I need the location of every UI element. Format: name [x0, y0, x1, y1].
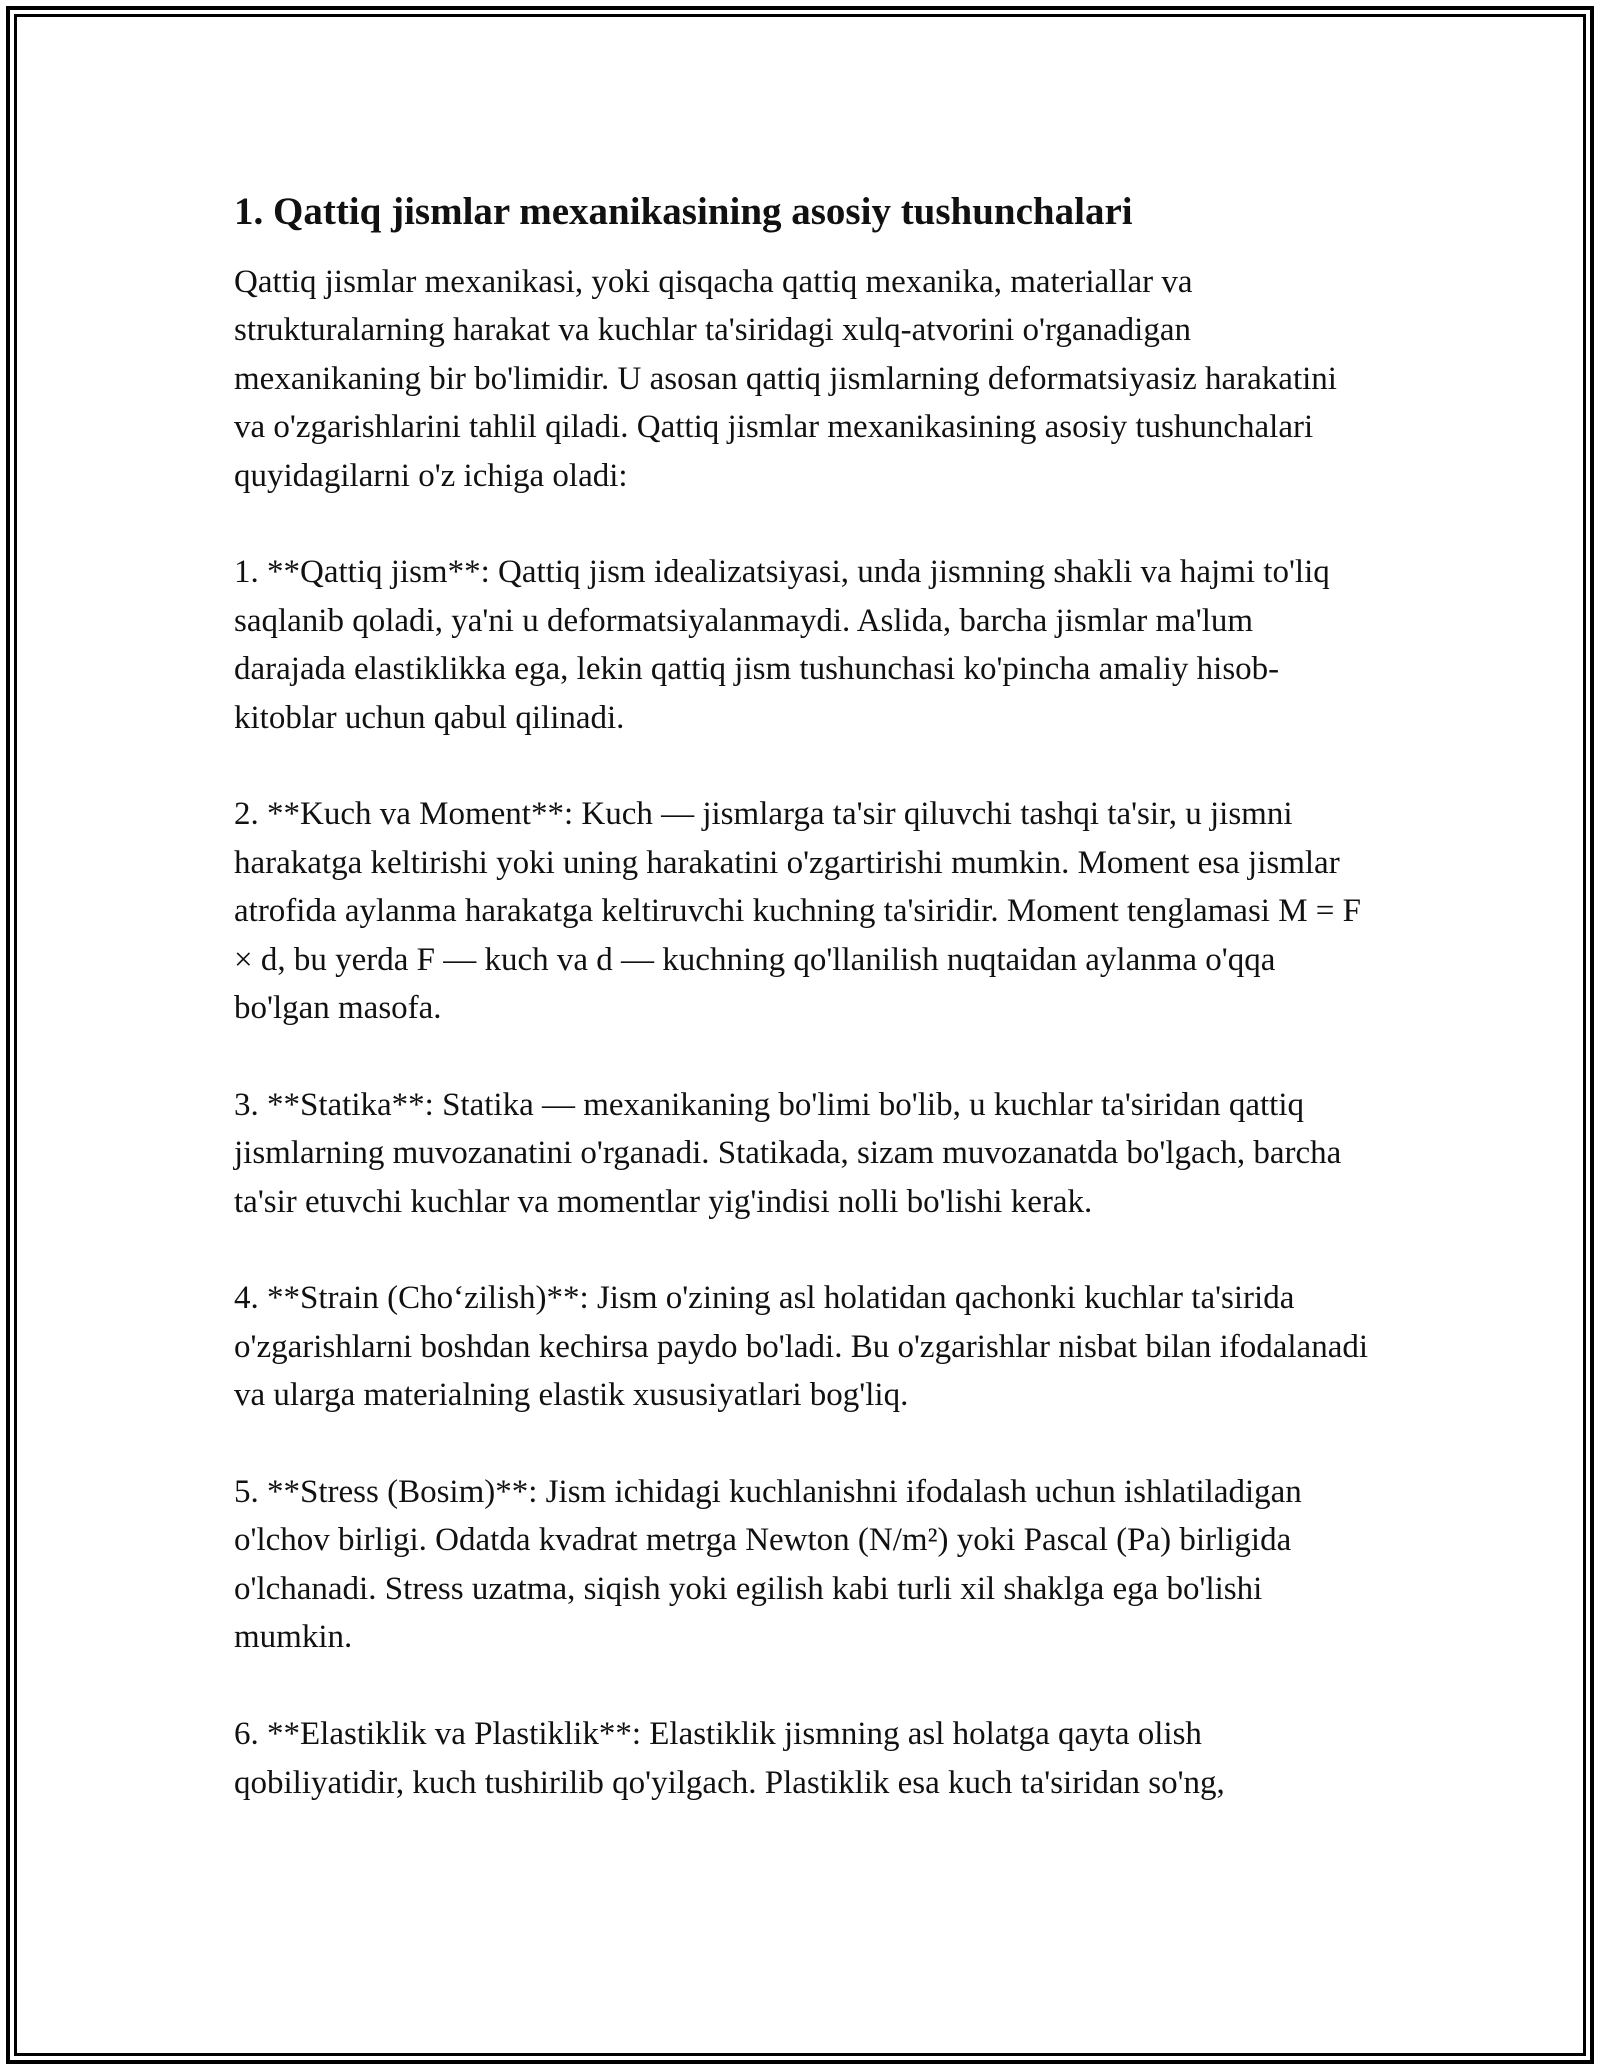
item-strain: 4. **Strain (Cho‘zilish)**: Jism o'zining asl holatidan qachonki kuchlar ta'sirida o'zgarishlarni boshdan kechirsa paydo bo'ladi. Bu o'zgarishlar nisbat bilan ifodalanadi va ularga materialning elastik xususiyatlari bog'liq.	[234, 1280, 1369, 1414]
item-stress: 5. **Stress (Bosim)**: Jism ichidagi kuchlanishni ifodalash uchun ishlatiladigan o'lchov birligi. Odatda kvadrat metrga Newton (N/m²) yoki Pascal (Pa) birligida o'lchanadi. Stress uzatma, siqish yoki egilish kabi turli xil shaklga ega bo'lishi mumkin.	[234, 1474, 1302, 1656]
item-statics: 3. **Statika**: Statika — mexanikaning bo'limi bo'lib, u kuchlar ta'siridan qattiq jismlarning muvozanatini o'rganadi. Statikada, sizam muvozanatda bo'lgach, barcha ta'sir etuvchi kuchlar va momentlar yig'indisi nolli bo'lishi kerak.	[234, 1086, 1342, 1220]
section-heading: 1. Qattiq jismlar mexanikasining asosiy tushunchalari	[234, 190, 1133, 233]
document-body	[234, 186, 1370, 1855]
intro-paragraph: Qattiq jismlar mexanikasi, yoki qisqacha qattiq mexanika, materiallar va strukturalarning harakat va kuchlar ta'siridagi xulq-atvorini o'rganadigan mexanikaning bir bo'limidir. U asosan qattiq jismlarning deformatsiyasiz harakatini va o'zgarishlarini tahlil qiladi. Qattiq jismlar mexanikasining asosiy tushunchalari quyidagilarni o'z ichiga oladi:	[234, 264, 1337, 494]
item-force-and-moment: 2. **Kuch va Moment**: Kuch — jismlarga ta'sir qiluvchi tashqi ta'sir, u jismni harakatga keltirishi yoki uning harakatini o'zgartirishi mumkin. Moment esa jismlar atrofida aylanma harakatga keltiruvchi kuchning ta'siridir. Moment tenglamasi M = F × d, bu yerda F — kuch va d — kuchning qo'llanilish nuqtaidan aylanma o'qqa bo'lgan masofa.	[234, 796, 1362, 1027]
item-elasticity-plasticity: 6. **Elastiklik va Plastiklik**: Elastiklik jismning asl holatga qayta olish qobiliyatidir, kuch tushirilib qo'yilgach. Plastiklik esa kuch ta'siridan so'ng,	[234, 1716, 1225, 1801]
item-rigid-body: 1. **Qattiq jism**: Qattiq jism idealizatsiyasi, unda jismning shakli va hajmi to'liq saqlanib qoladi, ya'ni u deformatsiyalanmaydi. Aslida, barcha jismlar ma'lum darajada elastiklikka ega, lekin qattiq jism tushunchasi ko'pincha amaliy hisob-kitoblar uchun qabul qilinadi.	[234, 554, 1330, 736]
